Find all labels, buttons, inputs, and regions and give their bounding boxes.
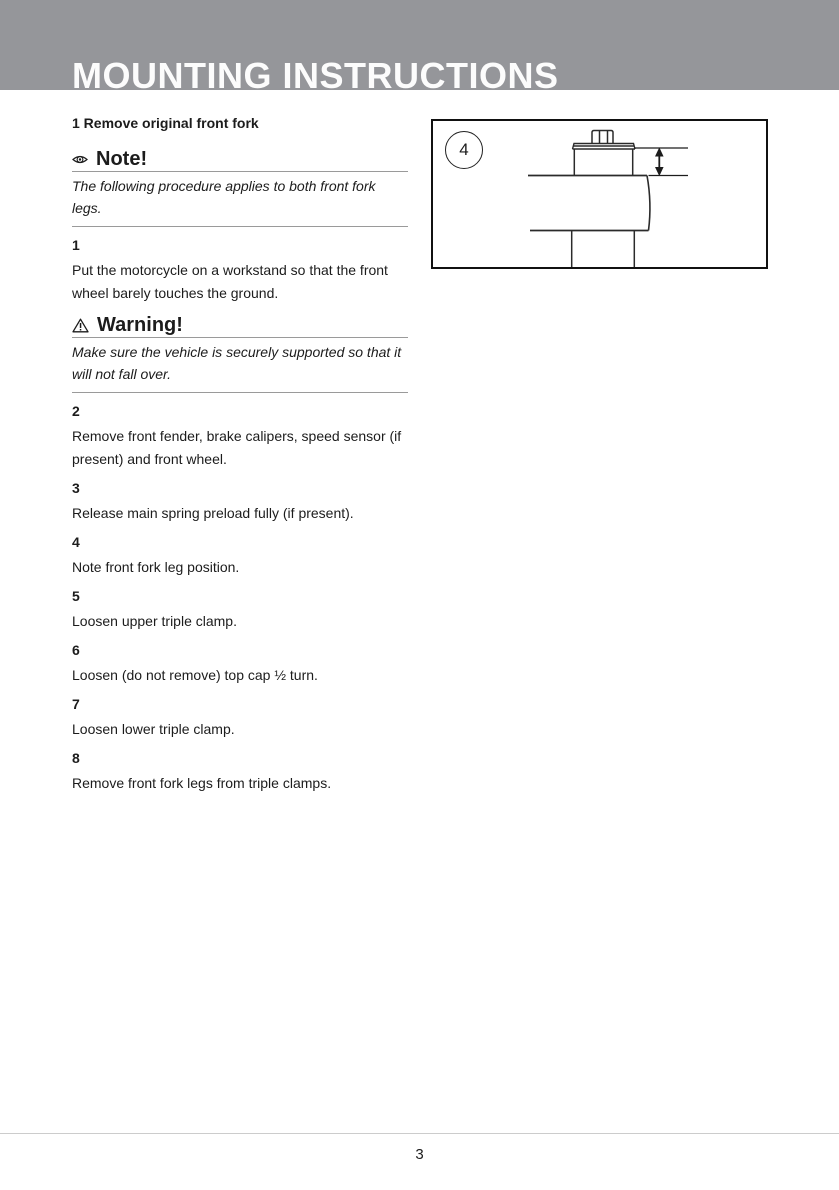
note-heading: Note! bbox=[96, 148, 148, 170]
step-text: Loosen (do not remove) top cap ½ turn. bbox=[72, 667, 318, 683]
step-number: 4 bbox=[72, 534, 80, 550]
step-number: 8 bbox=[72, 750, 80, 766]
figure-number-badge bbox=[445, 131, 483, 169]
warning-text: Make sure the vehicle is securely supported so that it will not fall over. bbox=[72, 338, 408, 393]
triple-clamp bbox=[528, 176, 650, 231]
fork-cap bbox=[573, 144, 636, 150]
figure-number: 4 bbox=[459, 140, 469, 159]
step-6 bbox=[72, 642, 408, 687]
step-number: 7 bbox=[72, 696, 80, 712]
step-4 bbox=[72, 534, 408, 579]
step-text: Remove front fender, brake calipers, speed sensor (if present) and front wheel. bbox=[72, 428, 402, 467]
step-number: 2 bbox=[72, 403, 80, 419]
page-header bbox=[0, 0, 839, 90]
warning-heading: Warning! bbox=[97, 314, 183, 336]
step-text: Put the motorcycle on a workstand so that the front wheel barely touches the ground. bbox=[72, 262, 388, 301]
figure-4-box bbox=[431, 119, 768, 269]
fork-top-cap-diagram bbox=[433, 121, 766, 267]
instructions-column bbox=[72, 115, 408, 804]
step-8 bbox=[72, 750, 408, 795]
warning-block bbox=[72, 314, 408, 393]
step-3 bbox=[72, 480, 408, 525]
step-text: Remove front fork legs from triple clamps. bbox=[72, 775, 332, 791]
step-5 bbox=[72, 588, 408, 633]
step-number: 5 bbox=[72, 588, 80, 604]
step-number: 3 bbox=[72, 480, 80, 496]
fork-lower-tube bbox=[572, 231, 635, 268]
step-text: Loosen lower triple clamp. bbox=[72, 721, 235, 737]
warning-triangle-icon bbox=[72, 318, 89, 333]
note-block bbox=[72, 148, 408, 227]
step-number: 1 bbox=[72, 237, 80, 253]
note-heading-row bbox=[72, 148, 408, 172]
step-text: Loosen upper triple clamp. bbox=[72, 613, 237, 629]
note-text: The following procedure applies to both front fork legs. bbox=[72, 172, 408, 227]
fork-upper-tube bbox=[574, 149, 632, 176]
step-1 bbox=[72, 237, 408, 305]
fork-bolt bbox=[592, 131, 613, 144]
eye-icon bbox=[72, 154, 88, 165]
warning-heading-row bbox=[72, 314, 408, 338]
step-text: Note front fork leg position. bbox=[72, 559, 240, 575]
page-title: MOUNTING INSTRUCTIONS bbox=[72, 55, 559, 90]
section-title: 1 Remove original front fork bbox=[72, 115, 259, 131]
footer-divider bbox=[0, 1133, 839, 1134]
step-7 bbox=[72, 696, 408, 741]
step-2 bbox=[72, 403, 408, 471]
step-number: 6 bbox=[72, 642, 80, 658]
dimension-arrow bbox=[634, 148, 688, 176]
page-number: 3 bbox=[415, 1146, 424, 1163]
step-text: Release main spring preload fully (if present). bbox=[72, 505, 354, 521]
